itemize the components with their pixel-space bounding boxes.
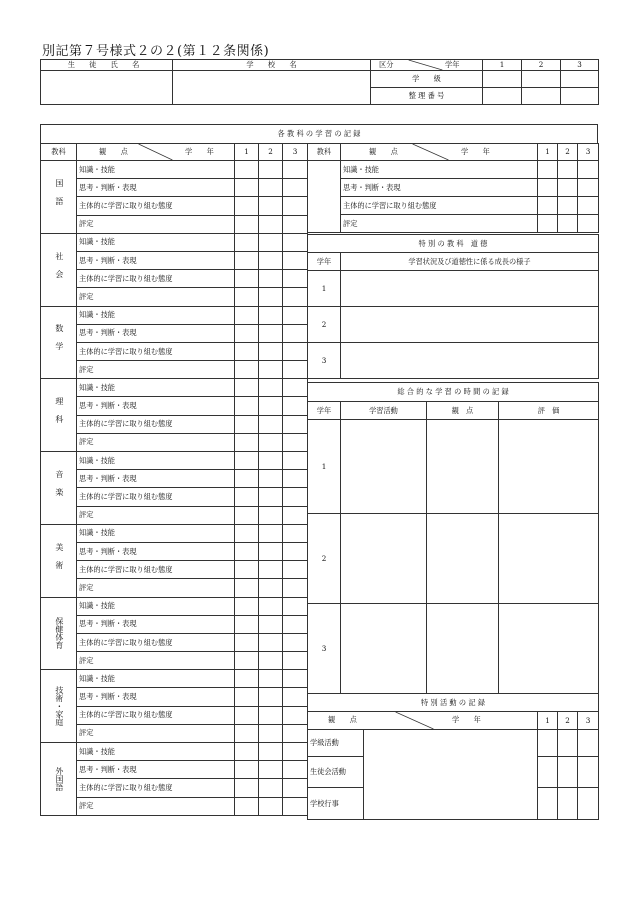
grade-cell[interactable] — [283, 288, 308, 306]
grade-cell[interactable] — [235, 779, 259, 797]
grade-cell[interactable] — [283, 579, 308, 597]
grade-cell[interactable] — [259, 761, 283, 779]
grade-cell[interactable] — [235, 179, 259, 197]
grade-cell[interactable] — [259, 524, 283, 542]
grade-cell[interactable] — [235, 379, 259, 397]
grade-cell[interactable] — [235, 433, 259, 451]
right-cell[interactable] — [558, 179, 578, 197]
grade-cell[interactable] — [259, 779, 283, 797]
viewpoint-label: 評定 — [77, 288, 235, 306]
grade-cell[interactable] — [283, 488, 308, 506]
integrated-viewpoint-header: 観 点 — [427, 402, 499, 420]
right-cell[interactable] — [538, 179, 558, 197]
grade-cell[interactable] — [235, 724, 259, 742]
viewpoint-label: 主体的に学習に取り組む態度 — [77, 270, 235, 288]
right-cell[interactable] — [558, 161, 578, 179]
grade-cell[interactable] — [283, 706, 308, 724]
integrated-activity-1[interactable] — [341, 420, 427, 514]
records-title-table — [40, 124, 598, 144]
grade-cell[interactable] — [235, 743, 259, 761]
grade-cell[interactable] — [235, 542, 259, 560]
viewpoint-label: 評定 — [77, 215, 235, 233]
subject-name: 社会 — [41, 233, 77, 306]
right-cell[interactable] — [578, 197, 599, 215]
number-3-field[interactable] — [561, 88, 599, 105]
grade-cell[interactable] — [283, 415, 308, 433]
viewpoint-label: 知識・技能 — [77, 306, 235, 324]
viewpoint-label: 思考・判断・表現 — [77, 761, 235, 779]
subject-name: 技術・家庭 — [41, 670, 77, 743]
integrated-activity-2[interactable] — [341, 514, 427, 604]
special-cell[interactable] — [538, 757, 558, 788]
grade-cell[interactable] — [235, 306, 259, 324]
subject-name: 保健体育 — [41, 597, 77, 670]
viewpoint-label: 知識・技能 — [77, 597, 235, 615]
grade-cell[interactable] — [283, 597, 308, 615]
grade-cell[interactable] — [259, 633, 283, 651]
grade-cell[interactable] — [283, 688, 308, 706]
integrated-grade-2: 2 — [308, 514, 341, 604]
grade-cell[interactable] — [235, 288, 259, 306]
right-cell[interactable] — [538, 161, 558, 179]
viewpoint-label: 評定 — [77, 797, 235, 815]
viewpoint-label: 思考・判断・表現 — [77, 251, 235, 269]
special-cell[interactable] — [558, 788, 578, 820]
viewpoint-header: 観 点 — [99, 147, 128, 156]
right-subject-col-header: 教科 — [308, 144, 341, 161]
viewpoint-label: 思考・判断・表現 — [77, 615, 235, 633]
grade-cell[interactable] — [235, 706, 259, 724]
right-viewpoint-header: 観 点 — [369, 147, 398, 156]
grade-cell[interactable] — [259, 233, 283, 251]
grade-cell[interactable] — [259, 270, 283, 288]
grade-cell[interactable] — [235, 233, 259, 251]
right-grade-1: 1 — [538, 144, 558, 161]
grade-cell[interactable] — [283, 743, 308, 761]
special-cell[interactable] — [578, 757, 599, 788]
integrated-eval-2[interactable] — [499, 514, 599, 604]
right-grade-header: 学 年 — [461, 147, 490, 156]
grade-cell[interactable] — [259, 615, 283, 633]
grade-cell[interactable] — [235, 615, 259, 633]
grade-cell[interactable] — [283, 506, 308, 524]
special-cell[interactable] — [538, 788, 558, 820]
left-grade-1: 1 — [235, 144, 259, 161]
integrated-viewpoint-3[interactable] — [427, 604, 499, 694]
moral-field-1[interactable] — [341, 271, 599, 307]
special-cell[interactable] — [538, 730, 558, 757]
integrated-title: 総 合 的 な 学 習 の 時 間 の 記 録 — [308, 383, 599, 402]
grade-cell[interactable] — [259, 397, 283, 415]
grade-cell[interactable] — [259, 506, 283, 524]
right-viewpoint-3: 評定 — [341, 215, 538, 233]
grade-cell[interactable] — [259, 670, 283, 688]
grade-cell[interactable] — [283, 561, 308, 579]
right-viewpoint-2: 主体的に学習に取り組む態度 — [341, 197, 538, 215]
grade-cell[interactable] — [235, 342, 259, 360]
special-grade-1: 1 — [538, 712, 558, 730]
viewpoint-label: 知識・技能 — [77, 524, 235, 542]
viewpoint-grade-header — [77, 144, 235, 161]
subjects-table — [40, 143, 308, 161]
right-cell[interactable] — [538, 215, 558, 233]
student-name-field[interactable] — [41, 71, 173, 105]
header-table — [40, 59, 599, 105]
grade-cell[interactable] — [259, 161, 283, 179]
grade-cell[interactable] — [259, 652, 283, 670]
viewpoint-label: 評定 — [77, 724, 235, 742]
left-grade-2: 2 — [259, 144, 283, 161]
left-grade-3: 3 — [283, 144, 308, 161]
special-viewpoint-header: 観 点 — [328, 715, 357, 724]
viewpoint-label: 知識・技能 — [77, 379, 235, 397]
grade-cell[interactable] — [235, 324, 259, 342]
grade-cell[interactable] — [259, 561, 283, 579]
grade-cell[interactable] — [259, 452, 283, 470]
section-title: 各 教 科 の 学 習 の 記 録 — [41, 125, 598, 144]
form-title: 別記第７号様式２の２(第１２条関係) — [42, 44, 270, 59]
grade-cell[interactable] — [283, 761, 308, 779]
viewpoint-label: 知識・技能 — [77, 670, 235, 688]
grade-cell[interactable] — [259, 288, 283, 306]
grade-cell[interactable] — [259, 724, 283, 742]
viewpoint-label: 思考・判断・表現 — [77, 179, 235, 197]
integrated-viewpoint-2[interactable] — [427, 514, 499, 604]
grade-cell[interactable] — [235, 215, 259, 233]
moral-grade-3: 3 — [308, 343, 341, 379]
right-subject-name-field[interactable] — [308, 161, 341, 233]
grade-cell[interactable] — [259, 470, 283, 488]
school-name-field[interactable] — [173, 71, 371, 105]
moral-grade-1: 1 — [308, 271, 341, 307]
grade-header: 学 年 — [185, 147, 214, 156]
viewpoint-label: 知識・技能 — [77, 743, 235, 761]
integrated-activity-3[interactable] — [341, 604, 427, 694]
grade-cell[interactable] — [259, 379, 283, 397]
grade-cell[interactable] — [283, 324, 308, 342]
grade-cell[interactable] — [235, 670, 259, 688]
grade-cell[interactable] — [283, 270, 308, 288]
viewpoint-label: 思考・判断・表現 — [77, 324, 235, 342]
number-2-field[interactable] — [522, 88, 561, 105]
integrated-eval-1[interactable] — [499, 420, 599, 514]
grade-cell[interactable] — [259, 215, 283, 233]
special-table — [307, 693, 599, 820]
moral-title: 特 別 の 教 科 道 徳 — [308, 235, 599, 253]
grade-cell[interactable] — [235, 415, 259, 433]
grade-cell[interactable] — [259, 324, 283, 342]
header-grade-1: 1 — [483, 60, 522, 71]
grade-cell[interactable] — [235, 488, 259, 506]
viewpoint-label: 評定 — [77, 579, 235, 597]
grade-cell[interactable] — [235, 688, 259, 706]
moral-desc-header: 学習状況及び道徳性に係る成長の様子 — [341, 253, 599, 271]
right-subject-table — [307, 143, 599, 233]
moral-field-3[interactable] — [341, 343, 599, 379]
moral-grade-header: 学年 — [308, 253, 341, 271]
grade-cell[interactable] — [259, 797, 283, 815]
grade-cell[interactable] — [283, 670, 308, 688]
viewpoint-label: 思考・判断・表現 — [77, 542, 235, 560]
grade-cell[interactable] — [283, 342, 308, 360]
grade-cell[interactable] — [235, 197, 259, 215]
grade-cell[interactable] — [283, 251, 308, 269]
grade-cell[interactable] — [235, 652, 259, 670]
grade-cell[interactable] — [235, 397, 259, 415]
grade-cell[interactable] — [283, 233, 308, 251]
number-label: 整 理 番 号 — [371, 88, 483, 105]
grade-cell[interactable] — [283, 379, 308, 397]
viewpoint-label: 主体的に学習に取り組む態度 — [77, 342, 235, 360]
subject-name: 国語 — [41, 161, 77, 234]
special-viewpoint-grade-header — [308, 712, 538, 730]
subject-name: 外国語 — [41, 743, 77, 816]
grade-cell[interactable] — [235, 470, 259, 488]
grade-cell[interactable] — [259, 579, 283, 597]
integrated-grade-1: 1 — [308, 420, 341, 514]
class-2-field[interactable] — [522, 71, 561, 88]
viewpoint-label: 評定 — [77, 361, 235, 379]
grade-cell[interactable] — [235, 161, 259, 179]
grade-cell[interactable] — [235, 270, 259, 288]
grade-cell[interactable] — [283, 542, 308, 560]
grade-cell[interactable] — [235, 579, 259, 597]
grade-cell[interactable] — [283, 633, 308, 651]
grade-cell[interactable] — [259, 251, 283, 269]
grade-cell[interactable] — [283, 197, 308, 215]
grade-cell[interactable] — [259, 342, 283, 360]
viewpoint-label: 主体的に学習に取り組む態度 — [77, 706, 235, 724]
category-grade-cell — [371, 60, 483, 71]
subject-name: 理科 — [41, 379, 77, 452]
grade-label: 学年 — [445, 60, 460, 69]
right-cell[interactable] — [578, 179, 599, 197]
viewpoint-label: 主体的に学習に取り組む態度 — [77, 561, 235, 579]
grade-cell[interactable] — [235, 506, 259, 524]
moral-field-2[interactable] — [341, 307, 599, 343]
grade-cell[interactable] — [283, 215, 308, 233]
viewpoint-label: 知識・技能 — [77, 233, 235, 251]
special-item-1: 生徒会活動 — [308, 757, 364, 788]
grade-cell[interactable] — [283, 179, 308, 197]
right-viewpoint-0: 知識・技能 — [341, 161, 538, 179]
grade-cell[interactable] — [283, 161, 308, 179]
viewpoint-label: 知識・技能 — [77, 161, 235, 179]
special-item-2: 学校行事 — [308, 788, 364, 820]
special-cell[interactable] — [558, 730, 578, 757]
grade-cell[interactable] — [259, 433, 283, 451]
viewpoint-label: 主体的に学習に取り組む態度 — [77, 415, 235, 433]
right-cell[interactable] — [558, 197, 578, 215]
integrated-viewpoint-1[interactable] — [427, 420, 499, 514]
subject-col-header: 教科 — [41, 144, 77, 161]
class-1-field[interactable] — [483, 71, 522, 88]
subject-name: 美術 — [41, 524, 77, 597]
right-cell[interactable] — [558, 215, 578, 233]
viewpoint-label: 評定 — [77, 433, 235, 451]
special-cell[interactable] — [578, 730, 599, 757]
grade-cell[interactable] — [235, 561, 259, 579]
grade-cell[interactable] — [259, 306, 283, 324]
category-label: 区分 — [379, 60, 394, 69]
viewpoint-label: 主体的に学習に取り組む態度 — [77, 197, 235, 215]
viewpoint-label: 思考・判断・表現 — [77, 688, 235, 706]
header-grade-2: 2 — [522, 60, 561, 71]
class-label: 学 級 — [371, 71, 483, 88]
viewpoint-label: 主体的に学習に取り組む態度 — [77, 488, 235, 506]
integrated-eval-header: 評 価 — [499, 402, 599, 420]
subject-name: 音楽 — [41, 452, 77, 525]
special-grade-header: 学 年 — [452, 715, 481, 724]
viewpoint-label: 思考・判断・表現 — [77, 397, 235, 415]
school-name-label: 学 校 名 — [173, 60, 371, 71]
right-grade-3: 3 — [578, 144, 599, 161]
grade-cell[interactable] — [235, 524, 259, 542]
moral-grade-2: 2 — [308, 307, 341, 343]
subject-rows-table — [40, 160, 308, 816]
grade-cell[interactable] — [283, 615, 308, 633]
special-grade-3: 3 — [578, 712, 599, 730]
class-3-field[interactable] — [561, 71, 599, 88]
grade-cell[interactable] — [283, 306, 308, 324]
grade-cell[interactable] — [259, 488, 283, 506]
special-item-0: 学級活動 — [308, 730, 364, 757]
grade-cell[interactable] — [283, 652, 308, 670]
grade-cell[interactable] — [235, 633, 259, 651]
integrated-activity-header: 学習活動 — [341, 402, 427, 420]
integrated-grade-3: 3 — [308, 604, 341, 694]
grade-cell[interactable] — [283, 779, 308, 797]
viewpoint-label: 主体的に学習に取り組む態度 — [77, 779, 235, 797]
number-1-field[interactable] — [483, 88, 522, 105]
moral-table — [307, 234, 599, 379]
integrated-grade-header: 学年 — [308, 402, 341, 420]
grade-cell[interactable] — [283, 361, 308, 379]
viewpoint-label: 思考・判断・表現 — [77, 470, 235, 488]
right-viewpoint-grade-header — [341, 144, 538, 161]
grade-cell[interactable] — [259, 688, 283, 706]
integrated-eval-3[interactable] — [499, 604, 599, 694]
right-viewpoint-1: 思考・判断・表現 — [341, 179, 538, 197]
grade-cell[interactable] — [283, 452, 308, 470]
special-cell[interactable] — [558, 757, 578, 788]
subject-name: 数学 — [41, 306, 77, 379]
viewpoint-label: 評定 — [77, 506, 235, 524]
viewpoint-label: 知識・技能 — [77, 452, 235, 470]
integrated-table — [307, 382, 599, 694]
grade-cell[interactable] — [235, 361, 259, 379]
grade-cell[interactable] — [259, 361, 283, 379]
grade-cell[interactable] — [283, 397, 308, 415]
right-grade-2: 2 — [558, 144, 578, 161]
special-grade-2: 2 — [558, 712, 578, 730]
grade-cell[interactable] — [259, 743, 283, 761]
grade-cell[interactable] — [283, 433, 308, 451]
grade-cell[interactable] — [283, 524, 308, 542]
grade-cell[interactable] — [259, 415, 283, 433]
header-grade-3: 3 — [561, 60, 599, 71]
right-cell[interactable] — [578, 215, 599, 233]
grade-cell[interactable] — [235, 761, 259, 779]
special-desc-field[interactable] — [364, 730, 538, 820]
grade-cell[interactable] — [259, 597, 283, 615]
grade-cell[interactable] — [235, 797, 259, 815]
special-title: 特 別 活 動 の 記 録 — [308, 694, 599, 712]
grade-cell[interactable] — [259, 197, 283, 215]
grade-cell[interactable] — [235, 597, 259, 615]
grade-cell[interactable] — [283, 724, 308, 742]
viewpoint-label: 主体的に学習に取り組む態度 — [77, 633, 235, 651]
grade-cell[interactable] — [283, 470, 308, 488]
grade-cell[interactable] — [259, 706, 283, 724]
grade-cell[interactable] — [235, 452, 259, 470]
grade-cell[interactable] — [283, 797, 308, 815]
grade-cell[interactable] — [259, 542, 283, 560]
special-cell[interactable] — [578, 788, 599, 820]
grade-cell[interactable] — [259, 179, 283, 197]
grade-cell[interactable] — [235, 251, 259, 269]
viewpoint-label: 評定 — [77, 652, 235, 670]
student-name-label: 生 徒 氏 名 — [41, 60, 173, 71]
right-cell[interactable] — [578, 161, 599, 179]
right-cell[interactable] — [538, 197, 558, 215]
